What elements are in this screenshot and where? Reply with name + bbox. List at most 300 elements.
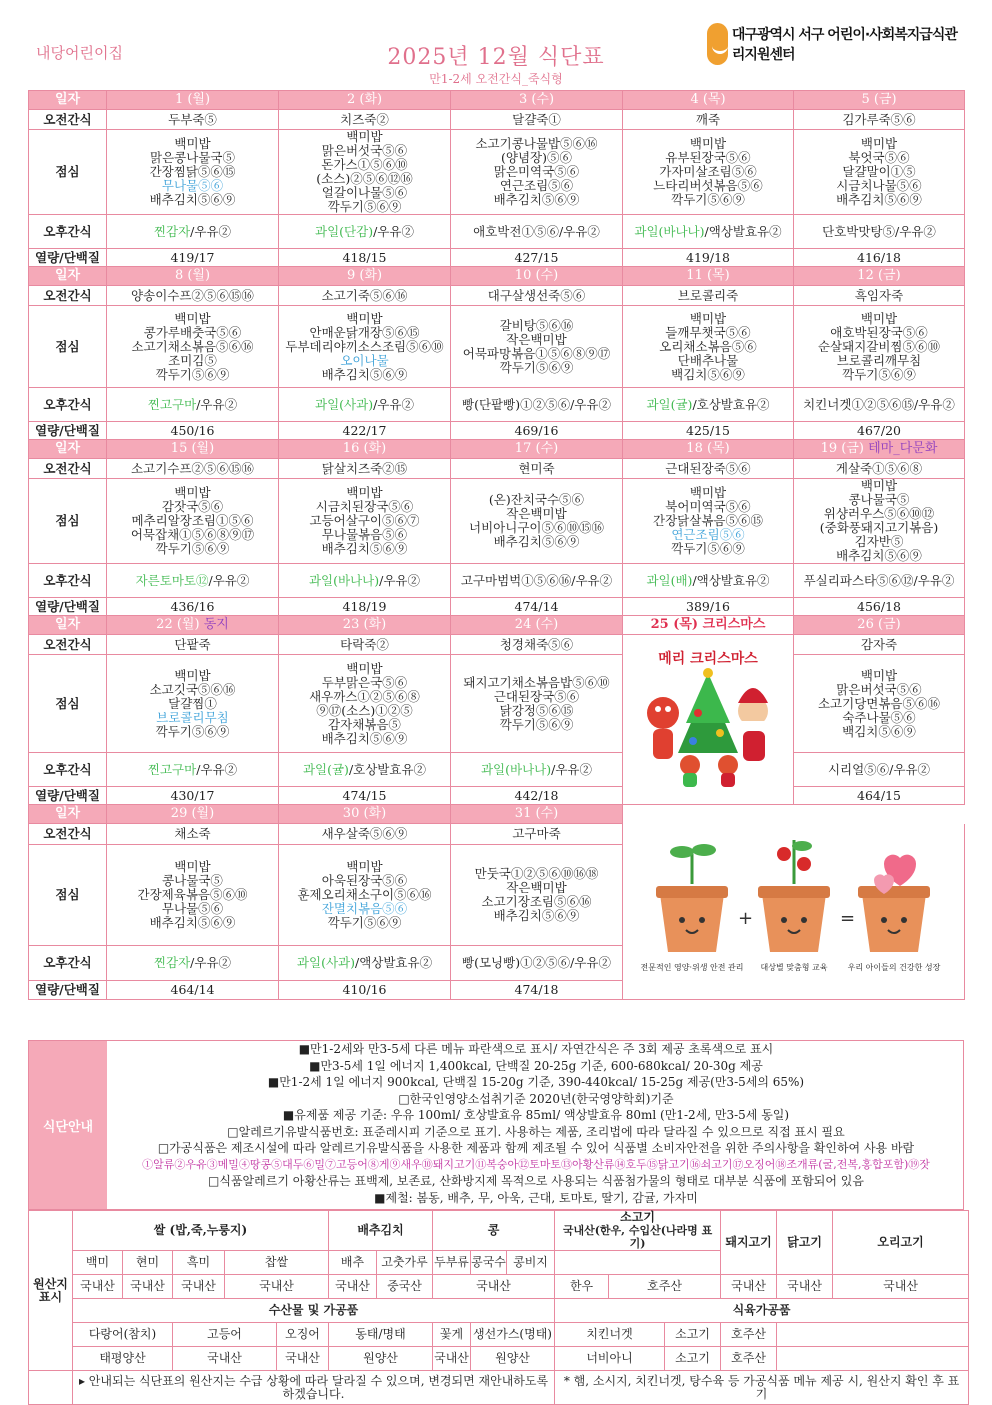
center-logo — [707, 20, 963, 68]
morning-snack-label: 오전간식 — [29, 286, 107, 306]
lunch-item: 배추김치⑤⑥⑨ — [493, 534, 580, 549]
lunch-item: 가자미살조림⑤⑥ — [659, 164, 757, 179]
kcal-cell: 442/18 — [451, 787, 623, 805]
origin-value: 국내산 — [329, 1275, 377, 1299]
kcal-cell: 456/18 — [794, 598, 965, 616]
lunch-item: (양념장)⑤⑥ — [501, 150, 572, 165]
kcal-label: 열량/단백질 — [29, 249, 107, 267]
morning-snack-cell: 양송이수프②⑤⑥⑮⑯ — [107, 286, 279, 306]
origin-sea-head: 수산물 및 가공품 — [73, 1299, 555, 1323]
lunch-item: 깍두기⑤⑥⑨ — [327, 199, 402, 214]
date-cell — [623, 91, 794, 110]
lunch-item: 연근조림⑤⑥ — [499, 178, 574, 193]
morning-snack-cell: 소고기죽⑤⑥⑯ — [279, 286, 451, 306]
afternoon-snack-cell — [451, 753, 623, 787]
origin-value: 국내산 — [123, 1275, 173, 1299]
lunch-item: 백미밥 — [689, 485, 727, 500]
date-theme-text: 테마_다문화 — [863, 441, 938, 456]
afternoon-snack-item: /우유② — [551, 761, 592, 777]
lunch-item: 백미밥 — [346, 310, 383, 326]
morning-snack-cell: 닭살치즈죽②⑮ — [279, 459, 451, 479]
lunch-item: 백미밥 — [174, 310, 211, 326]
lunch-cell — [794, 655, 965, 753]
afternoon-snack-item: 빵(모닝빵)①②⑤⑥/우유② — [462, 955, 611, 971]
lunch-item: 북어미역국⑤⑥ — [665, 499, 751, 514]
origin-item: 오징어 — [277, 1323, 329, 1347]
origin-item: 고춧가루 — [377, 1251, 433, 1275]
morning-snack-cell: 달걀죽① — [451, 110, 623, 130]
lunch-item: 돈가스①⑤⑥⑩ — [321, 157, 408, 172]
lunch-cell — [279, 844, 451, 945]
info-section — [28, 1040, 964, 1210]
origin-note-right: * 햄, 소시지, 치킨너겟, 탕수육 등 가공식품 메뉴 제공 시, 원산지 확인 후 표기 — [555, 1371, 969, 1405]
kindergarten-name: 내당어린이집 — [36, 44, 123, 62]
lunch-item: 콩나물국⑤ — [848, 492, 910, 507]
lunch-item: 백김치⑤⑥⑨ — [671, 366, 745, 382]
afternoon-snack-item: /우유② — [190, 223, 232, 239]
lunch-item: 깍두기⑤⑥⑨ — [155, 723, 230, 739]
origin-item-blank — [555, 1251, 721, 1275]
lunch-item: 작은백미밥 — [506, 879, 567, 895]
lunch-cell — [279, 655, 451, 753]
lunch-item: 무나물⑤⑥ — [161, 178, 224, 193]
header — [0, 0, 992, 90]
lunch-cell — [451, 306, 623, 388]
lunch-item: 오리채소볶음⑤⑥ — [659, 338, 757, 354]
lunch-item: 어묵파망볶음①⑤⑥⑧⑨⑰ — [462, 345, 611, 361]
morning-snack-cell: 고구마죽 — [451, 824, 623, 845]
date-text: 15 (월) — [170, 441, 215, 456]
svg-text:+: + — [737, 908, 753, 929]
date-text: 1 (월) — [174, 92, 211, 107]
morning-snack-cell: 감자죽 — [794, 635, 965, 655]
morning-snack-cell: 흑임자죽 — [794, 286, 965, 306]
info-line: ■유제품 제공 기준: 우유 100ml/ 호상발효유 85ml/ 액상발효유 80ml (만1-2세, 만3-5세 동일) — [282, 1108, 790, 1122]
afternoon-snack-item: /우유② — [913, 396, 955, 412]
kcal-cell: 418/19 — [279, 598, 451, 616]
date-cell — [279, 91, 451, 110]
afternoon-snack-item: 과일(사과) — [315, 396, 374, 412]
date-text: 9 (화) — [346, 268, 383, 283]
kcal-label: 열량/단백질 — [29, 598, 107, 616]
lunch-item: 백미밥 — [346, 858, 383, 874]
lunch-item: 백미밥 — [860, 310, 898, 326]
date-cell — [279, 616, 451, 635]
afternoon-snack-label: 오후간식 — [29, 215, 107, 249]
lunch-item: 오이나물 — [340, 352, 389, 368]
afternoon-snack-cell — [623, 215, 794, 249]
lunch-cell — [794, 479, 965, 564]
afternoon-snack-cell — [279, 388, 451, 422]
lunch-label: 점심 — [29, 306, 107, 388]
lunch-item: 달걀말이①⑤ — [842, 164, 916, 179]
origin-item: 두부류 — [433, 1251, 471, 1275]
date-cell — [451, 267, 623, 286]
origin-meat-head: 식육가공품 — [555, 1299, 969, 1323]
afternoon-snack-cell — [451, 215, 623, 249]
origin-value: 너비아니 — [555, 1347, 665, 1371]
origin-rice-head: 쌀 (밥,죽,누룽지) — [73, 1211, 329, 1251]
afternoon-snack-item: /액상발효유② — [354, 955, 433, 971]
lunch-item: 백미밥 — [860, 667, 898, 683]
lunch-item: 배추김치⑤⑥⑨ — [493, 907, 580, 923]
kcal-cell: 410/16 — [279, 981, 451, 1000]
origin-value-blank — [777, 1347, 969, 1371]
origin-value: 중국산 — [377, 1275, 433, 1299]
lunch-item: 깍두기⑤⑥⑨ — [842, 366, 916, 382]
afternoon-snack-item: /우유② — [208, 572, 250, 588]
origin-value: 호주산 — [609, 1275, 721, 1299]
date-cell — [794, 616, 965, 635]
afternoon-snack-row — [29, 388, 965, 422]
date-text: 2 (화) — [346, 92, 383, 107]
lunch-cell — [107, 655, 279, 753]
afternoon-snack-item: /우유② — [196, 761, 238, 777]
lunch-item: 돼지고기채소볶음밥⑤⑥⑩ — [463, 674, 610, 690]
origin-value: 국내산 — [173, 1347, 277, 1371]
afternoon-snack-item: /호상발효유② — [348, 761, 427, 777]
date-text: 23 (화) — [342, 617, 387, 632]
date-cell — [451, 616, 623, 635]
origin-value: 원양산 — [329, 1347, 433, 1371]
origin-item: 고등어 — [173, 1323, 277, 1347]
lunch-item: 소고깃국⑤⑥⑯ — [149, 681, 236, 697]
kcal-cell: 474/18 — [451, 981, 623, 1000]
lunch-row — [29, 130, 965, 215]
afternoon-snack-label: 오후간식 — [29, 753, 107, 787]
afternoon-snack-cell — [451, 946, 623, 981]
afternoon-snack-cell — [279, 946, 451, 981]
kcal-cell: 416/18 — [794, 249, 965, 267]
kcal-cell: 474/14 — [451, 598, 623, 616]
lunch-item: 새우까스①②⑤⑥⑧ — [309, 688, 420, 704]
origin-beef-title: 소고기 — [620, 1210, 655, 1224]
afternoon-snack-item: 자른토마토⑫ — [135, 572, 209, 588]
date-text: 25 (목) 크리스마스 — [650, 617, 766, 632]
date-cell — [107, 267, 279, 286]
pot-caption-1: 전문적인 영양·위생 안전 관리 — [640, 963, 743, 972]
origin-value: 국내산 — [777, 1275, 833, 1299]
lunch-cell — [451, 130, 623, 215]
lunch-item: 만둣국①②⑤⑥⑩⑯⑱ — [474, 865, 599, 881]
lunch-item: 작은백미밥 — [506, 331, 567, 347]
morning-snack-cell: 새우살죽⑤⑥⑨ — [279, 824, 451, 845]
afternoon-snack-item: 치킨너겟①②⑤⑥⑮ — [803, 396, 914, 412]
origin-note-left: ▸ 안내되는 식단표의 원산지는 수급 상황에 따라 달라질 수 있으며, 변경되면 재안내하도록 하겠습니다. — [73, 1371, 555, 1405]
date-text: 10 (수) — [514, 268, 559, 283]
origin-value: 국내산 — [225, 1275, 329, 1299]
lunch-item: 간장닭살볶음⑤⑥⑮ — [653, 513, 763, 528]
info-line: ■만1-2세 1일 에너지 900kcal, 단백질 15-20g 기준, 390-440kcal/ 15-25g 제공(만3-5세의 65%) — [267, 1075, 805, 1089]
day-label: 일자 — [29, 440, 107, 459]
morning-snack-cell: 청경채죽⑤⑥ — [451, 635, 623, 655]
origin-item: 배추 — [329, 1251, 377, 1275]
lunch-item: 달걀찜① — [168, 695, 217, 711]
day-label: 일자 — [29, 91, 107, 110]
morning-snack-row — [29, 110, 965, 130]
morning-snack-cell: 브로콜리죽 — [623, 286, 794, 306]
origin-item: 백미 — [73, 1251, 123, 1275]
lunch-item: 감잣국⑤⑥ — [161, 499, 224, 514]
afternoon-snack-item: 찐고구마 — [147, 761, 197, 777]
origin-duck-head: 오리고기 — [833, 1211, 969, 1275]
kcal-cell: 467/20 — [794, 422, 965, 440]
info-line: □가공식품은 제조시설에 따라 알레르기유발식품을 사용한 제품과 함께 제조될 수 있어 식품별 소비자안전을 위한 주의사항을 확인하여 사용 바람 — [157, 1141, 915, 1155]
morning-snack-label: 오전간식 — [29, 459, 107, 479]
lunch-item: 김자반⑤ — [854, 534, 904, 549]
afternoon-snack-cell — [279, 753, 451, 787]
kcal-row — [29, 249, 965, 267]
kcal-cell: 469/16 — [451, 422, 623, 440]
lunch-item: 메추리알장조림①⑤⑥ — [131, 513, 254, 528]
afternoon-snack-item: 고구마범벅①⑤⑥⑯ — [460, 572, 572, 588]
lunch-row — [29, 479, 965, 564]
kcal-cell: 419/17 — [107, 249, 279, 267]
pot-caption-2: 대상별 맞춤형 교육 — [760, 963, 827, 972]
date-cell — [107, 91, 279, 110]
lunch-item: 애호박된장국⑤⑥ — [830, 324, 928, 340]
afternoon-snack-cell — [794, 753, 965, 787]
lunch-item: 배추김치⑤⑥⑨ — [149, 914, 236, 930]
lunch-item: 소고기채소볶음⑤⑥⑯ — [131, 338, 254, 354]
afternoon-snack-item: 과일(귤) — [646, 396, 693, 412]
date-cell — [279, 267, 451, 286]
afternoon-snack-item: 찐고구마 — [147, 396, 197, 412]
afternoon-snack-item: /우유② — [190, 955, 232, 971]
lunch-item: 숙주나물⑤⑥ — [842, 709, 916, 725]
origin-item: 흑미 — [173, 1251, 225, 1275]
afternoon-snack-label: 오후간식 — [29, 946, 107, 981]
lunch-label: 점심 — [29, 130, 107, 215]
date-text: 3 (수) — [518, 92, 555, 107]
smile-logo-icon — [707, 23, 728, 65]
kcal-cell: 389/16 — [623, 598, 794, 616]
morning-snack-cell: 게살죽①⑤⑥⑧ — [794, 459, 965, 479]
lunch-item: 백미밥 — [174, 858, 211, 874]
afternoon-snack-item: 과일(사과) — [296, 955, 355, 971]
origin-item-blank — [777, 1323, 969, 1347]
date-cell — [623, 440, 794, 459]
lunch-item: 백미밥 — [174, 136, 211, 151]
lunch-item: 북엇국⑤⑥ — [848, 150, 910, 165]
lunch-item: 조미김⑤ — [168, 352, 217, 368]
afternoon-snack-cell — [279, 564, 451, 598]
date-cell — [451, 440, 623, 459]
lunch-item: 유부된장국⑤⑥ — [665, 150, 751, 165]
kcal-cell: 427/15 — [451, 249, 623, 267]
date-cell — [107, 440, 279, 459]
date-cell — [107, 616, 279, 635]
lunch-item: 백미밥 — [860, 478, 898, 493]
afternoon-snack-item: 애호박전①⑤⑥/우유② — [473, 223, 600, 239]
lunch-item: 두부데리야끼소스조림⑤⑥⑩ — [285, 338, 444, 354]
kcal-cell: 464/14 — [107, 981, 279, 1000]
lunch-item: 맑은콩나물국⑤ — [150, 150, 235, 165]
afternoon-snack-item: 단호박맛탕⑤/우유② — [822, 223, 936, 239]
date-text: 30 (화) — [342, 806, 387, 821]
lunch-item: 콩가루배춧국⑤⑥ — [143, 324, 242, 340]
lunch-cell — [451, 844, 623, 945]
lunch-item: 배추김치⑤⑥⑨ — [493, 192, 580, 207]
lunch-item: (온)잔치국수⑤⑥ — [488, 492, 585, 507]
info-line: □알레르기유발식품번호: 표준레시피 기준으로 표기. 사용하는 제품, 조리법에 따라 달라질 수 있으므로 직접 표시 필요 — [227, 1124, 845, 1139]
lunch-item: 느타리버섯볶음⑤⑥ — [653, 178, 763, 193]
lunch-item: 맑은버섯국⑤⑥ — [321, 143, 408, 158]
date-cell — [794, 267, 965, 286]
growth-pots-cell — [623, 824, 965, 1000]
lunch-item: 닭강정⑤⑥⑮ — [499, 702, 574, 718]
lunch-item: 소고기당면볶음⑤⑥⑯ — [817, 695, 941, 711]
date-cell — [794, 440, 965, 459]
lunch-item: 시금치된장국⑤⑥ — [315, 499, 414, 514]
kcal-label: 열량/단백질 — [29, 787, 107, 805]
lunch-item: 얼갈이나물⑤⑥ — [321, 185, 408, 200]
lunch-item: 백미밥 — [174, 667, 211, 683]
lunch-item: 어묵잡채①⑤⑥⑧⑨⑰ — [130, 527, 255, 542]
origin-item: 찹쌀 — [225, 1251, 329, 1275]
origin-item: 콩국수 — [471, 1251, 507, 1275]
lunch-item: 깍두기⑤⑥⑨ — [327, 914, 402, 930]
afternoon-snack-label: 오후간식 — [29, 388, 107, 422]
date-text: 17 (수) — [514, 441, 559, 456]
lunch-item: 작은백미밥 — [506, 506, 567, 521]
lunch-item: 깍두기⑤⑥⑨ — [155, 541, 230, 556]
afternoon-snack-item: 과일(바나나) — [480, 761, 552, 777]
origin-item: 호주산 — [721, 1323, 777, 1347]
morning-snack-cell: 깨죽 — [623, 110, 794, 130]
lunch-cell — [279, 479, 451, 564]
kcal-label: 열량/단백질 — [29, 422, 107, 440]
lunch-item: 브로콜리무침 — [156, 709, 229, 725]
date-cell — [451, 805, 623, 824]
morning-snack-cell: 현미죽 — [451, 459, 623, 479]
lunch-item: 콩나물국⑤ — [162, 872, 223, 888]
lunch-item: 브로콜리깨무침 — [836, 352, 922, 368]
lunch-item: 백미밥 — [346, 485, 383, 500]
kcal-row — [29, 598, 965, 616]
origin-value: 국내산 — [433, 1275, 555, 1299]
origin-value: 국내산 — [173, 1275, 225, 1299]
afternoon-snack-item: /우유② — [570, 396, 611, 412]
info-label: 식단안내 — [29, 1041, 107, 1209]
lunch-item: 소고기콩나물밥⑤⑥⑯ — [475, 136, 598, 151]
origin-kimchi-head: 배추김치 — [329, 1211, 433, 1251]
date-text: 5 (금) — [861, 92, 897, 107]
info-line: ■만3-5세 1일 에너지 1,400kcal, 단백질 20-25g 기준, 600-680kcal/ 20-30g 제공 — [309, 1058, 763, 1073]
kcal-row — [29, 422, 965, 440]
origin-value: 국내산 — [833, 1275, 969, 1299]
lunch-label: 점심 — [29, 655, 107, 753]
afternoon-snack-item: 과일(배) — [646, 572, 693, 588]
afternoon-snack-item: /우유② — [373, 396, 414, 412]
kcal-cell: 464/15 — [794, 787, 965, 805]
lunch-item: 깍두기⑤⑥⑨ — [671, 192, 745, 207]
morning-snack-cell: 단팥죽 — [107, 635, 279, 655]
date-text: 24 (수) — [514, 617, 559, 632]
lunch-item: 고등어살구이⑤⑥⑦ — [309, 513, 420, 528]
morning-snack-cell: 근대된장죽⑤⑥ — [623, 459, 794, 479]
lunch-item: 백미밥 — [346, 129, 383, 144]
lunch-item: 근대된장국⑤⑥ — [493, 688, 580, 704]
morning-snack-cell: 두부죽⑤ — [107, 110, 279, 130]
info-lines — [109, 1041, 963, 1209]
origin-value: 국내산 — [721, 1275, 777, 1299]
afternoon-snack-cell — [623, 564, 794, 598]
afternoon-snack-item: /우유② — [373, 223, 414, 239]
morning-snack-cell: 채소죽 — [107, 824, 279, 845]
page-title: 2025년 12월 식단표 — [387, 45, 605, 70]
day-row — [29, 91, 965, 110]
origin-value: 호주산 — [721, 1347, 777, 1371]
kcal-label: 열량/단백질 — [29, 981, 107, 1000]
date-cell — [107, 805, 279, 824]
lunch-cell — [279, 306, 451, 388]
date-text: 29 (월) — [170, 806, 215, 821]
lunch-item: 깍두기⑤⑥⑨ — [499, 359, 574, 375]
morning-snack-row — [29, 459, 965, 479]
lunch-item: 맑은버섯국⑤⑥ — [836, 681, 922, 697]
lunch-row — [29, 655, 965, 753]
morning-snack-row — [29, 824, 965, 845]
origin-item: 다랑어(참치) — [73, 1323, 173, 1347]
pot-caption-3: 우리 아이들의 건강한 성장 — [847, 963, 940, 972]
lunch-item: 들깨무챗국⑤⑥ — [665, 324, 751, 340]
lunch-item: 백미밥 — [174, 485, 211, 500]
afternoon-snack-row — [29, 753, 965, 787]
afternoon-snack-item: 찐감자 — [153, 223, 191, 239]
afternoon-snack-item: 과일(바나나) — [634, 223, 705, 239]
page-subtitle: 만1-2세 오전간식_죽식형 — [429, 72, 563, 86]
origin-item: 현미 — [123, 1251, 173, 1275]
origin-value: 한우 — [555, 1275, 609, 1299]
date-cell — [623, 616, 794, 635]
christmas-cell — [623, 635, 794, 805]
lunch-row — [29, 306, 965, 388]
date-cell — [279, 440, 451, 459]
date-text: 22 (월) — [156, 617, 200, 632]
lunch-item: 시금치나물⑤⑥ — [836, 178, 922, 193]
morning-snack-cell: 대구살생선죽⑤⑥ — [451, 286, 623, 306]
date-text: 16 (화) — [342, 441, 387, 456]
origin-item: 치킨너겟 — [555, 1323, 665, 1347]
lunch-item: 아욱된장국⑤⑥ — [321, 872, 408, 888]
morning-snack-cell: 타락죽② — [279, 635, 451, 655]
origin-value: 국내산 — [433, 1347, 471, 1371]
lunch-item: 단배추나물 — [677, 352, 739, 368]
date-cell — [451, 91, 623, 110]
date-cell — [794, 805, 965, 824]
lunch-cell — [623, 130, 794, 215]
lunch-item: 배추김치⑤⑥⑨ — [321, 730, 408, 746]
origin-beef-head — [555, 1211, 721, 1251]
lunch-item: 간장제육볶음⑤⑥⑩ — [137, 886, 248, 902]
date-cell — [794, 91, 965, 110]
origin-value: 원양산 — [471, 1347, 555, 1371]
afternoon-snack-row — [29, 564, 965, 598]
origin-beef-sub: 국내산(한우, 수입산(나라명 표기) — [562, 1224, 713, 1250]
kcal-cell: 422/17 — [279, 422, 451, 440]
kcal-row — [29, 787, 965, 805]
morning-snack-cell: 치즈죽② — [279, 110, 451, 130]
lunch-item: 감자채볶음⑤ — [328, 716, 401, 732]
center-name: 대구광역시 서구 어린이·사회복지급식관리지원센터 — [731, 27, 957, 63]
lunch-item: 두부맑은국⑤⑥ — [321, 674, 408, 690]
lunch-item: 배추김치⑤⑥⑨ — [321, 366, 408, 382]
morning-snack-label: 오전간식 — [29, 110, 107, 130]
lunch-cell — [623, 306, 794, 388]
day-row — [29, 616, 965, 635]
lunch-item: 깍두기⑤⑥⑨ — [155, 366, 230, 382]
